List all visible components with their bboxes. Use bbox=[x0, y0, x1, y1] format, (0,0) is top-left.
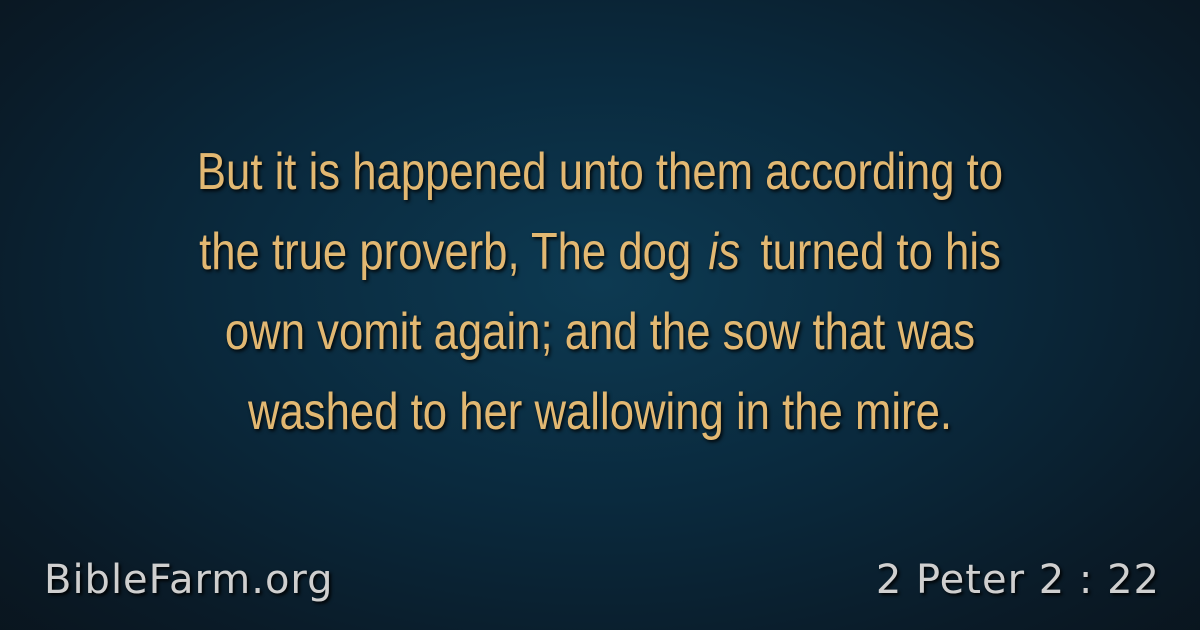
verse-line-2 bbox=[146, 212, 1053, 292]
verse-line-2-after: turned to his bbox=[760, 223, 1001, 281]
site-name: BibleFarm.org bbox=[44, 557, 334, 603]
verse-line-1: But it is happened unto them according to bbox=[196, 143, 1004, 201]
verse-line-2-before: the true proverb, The dog bbox=[199, 223, 692, 281]
verse-line-3: own vomit again; and the sow that was bbox=[224, 303, 976, 361]
verse-reference: 2 Peter 2 : 22 bbox=[875, 557, 1160, 603]
verse-text bbox=[146, 132, 1053, 452]
verse-italic-word: is bbox=[708, 223, 740, 281]
verse-line-4: washed to her wallowing in the mire. bbox=[247, 383, 953, 441]
